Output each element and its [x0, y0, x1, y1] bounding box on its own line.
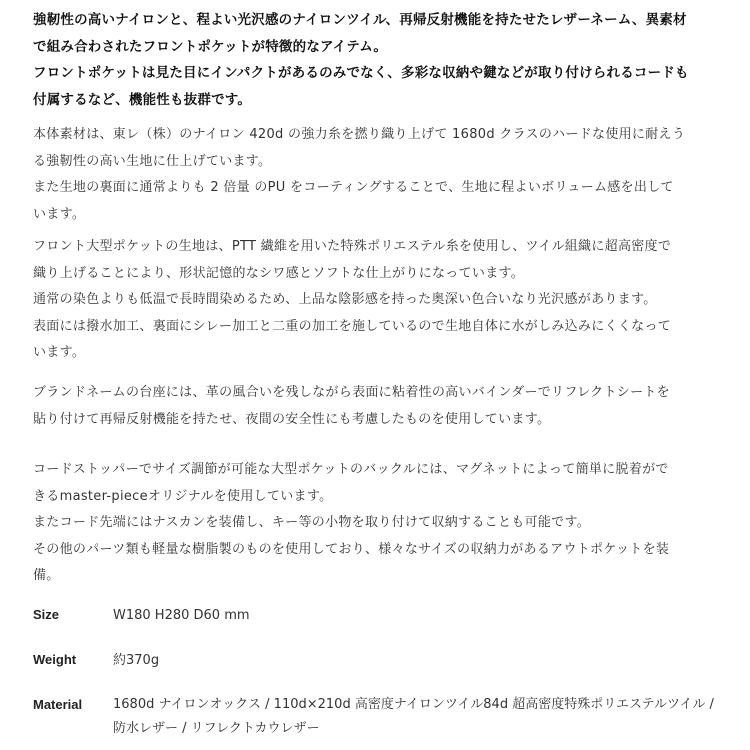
intro-text: [33, 7, 723, 113]
body-material-paragraph: [33, 122, 723, 228]
spec-weight-label: Weight: [33, 652, 77, 667]
paragraph-line: います。: [33, 345, 86, 360]
paragraph-line: また生地の裏面に通常よりも 2 倍量 のPU をコーティングすることで、生地に程よいボリューム感を出して: [33, 180, 674, 195]
spec-material-line: 1680d ナイロンオックス / 110d×210d 高密度ナイロンツイル84d 超高密度特殊ポリエステルツイル /: [113, 697, 714, 712]
paragraph-line: 織り上げることにより、形状記憶的なシワ感とソフトな仕上がりになっています。: [33, 265, 525, 281]
spec-material-label: Material: [33, 697, 83, 712]
paragraph-line: 本体素材は、東レ（株）のナイロン 420d の強力糸を撚り織り上げて 1680d クラスのハードな使用に耐えう: [33, 127, 686, 142]
spec-weight-value: 約370g: [113, 653, 160, 668]
paragraph-line: その他のパーツ類も軽量な樹脂製のものを使用しており、様々なサイズの収納力があるアウトポケットを装: [33, 541, 670, 557]
intro-line: 強靭性の高いナイロンと、程よい光沢感のナイロンツイル、再帰反射機能を持たせたレザーネーム、異素材: [33, 12, 687, 28]
front-pocket-paragraph: [33, 234, 723, 367]
spec-material-value: [113, 693, 723, 741]
spec-material-line: 防水レザー / リフレクトカウレザー: [113, 721, 320, 736]
intro-line: フロントポケットは見た目にインパクトがあるのみでなく、多彩な収納や鍵などが取り付けられるコードも: [33, 65, 689, 81]
paragraph-line: またコード先端にはナスカンを装備し、キー等の小物を取り付けて収納することも可能です。: [33, 515, 591, 530]
paragraph-line: います。: [33, 206, 86, 222]
cord-paragraph: [33, 457, 723, 590]
spec-size-value: W180 H280 D60 mm: [113, 608, 250, 623]
paragraph-line: コードストッパーでサイズ調節が可能な大型ポケットのバックルには、マグネットによって簡単に脱着がで: [33, 462, 669, 477]
paragraph-line: 貼り付けて再帰反射機能を持たせ、夜間の安全性にも考慮したものを使用しています。: [33, 411, 551, 427]
paragraph-line: フロント大型ポケットの生地は、PTT 繊維を用いた特殊ポリエステル糸を使用し、ツイル組織に超高密度で: [33, 239, 672, 254]
paragraph-line: ブランドネームの台座には、革の風合いを残しながら表面に粘着性の高いバインダーでリフレクトシートを: [33, 385, 670, 400]
intro-line: 付属するなど、機能性も抜群です。: [33, 91, 252, 108]
paragraph-line: きるmaster-pieceオリジナルを使用しています。: [33, 488, 333, 504]
paragraph-line: 備。: [33, 568, 60, 583]
paragraph-line: 通常の染色よりも低温で長時間染めるため、上品な陰影感を持った奥深い色合いなり光沢感があります。: [33, 292, 657, 307]
spec-size-label: Size: [33, 607, 60, 622]
paragraph-line: 表面には撥水加工、裏面にシレー加工と二重の加工を施しているので生地自体に水がしみ込みにくくなって: [33, 318, 672, 334]
paragraph-line: る強靭性の高い生地に仕上げています。: [33, 153, 272, 169]
intro-line: で組み合わされたフロントポケットが特徴的なアイテム。: [33, 38, 388, 55]
brand-name-paragraph: [33, 380, 723, 433]
